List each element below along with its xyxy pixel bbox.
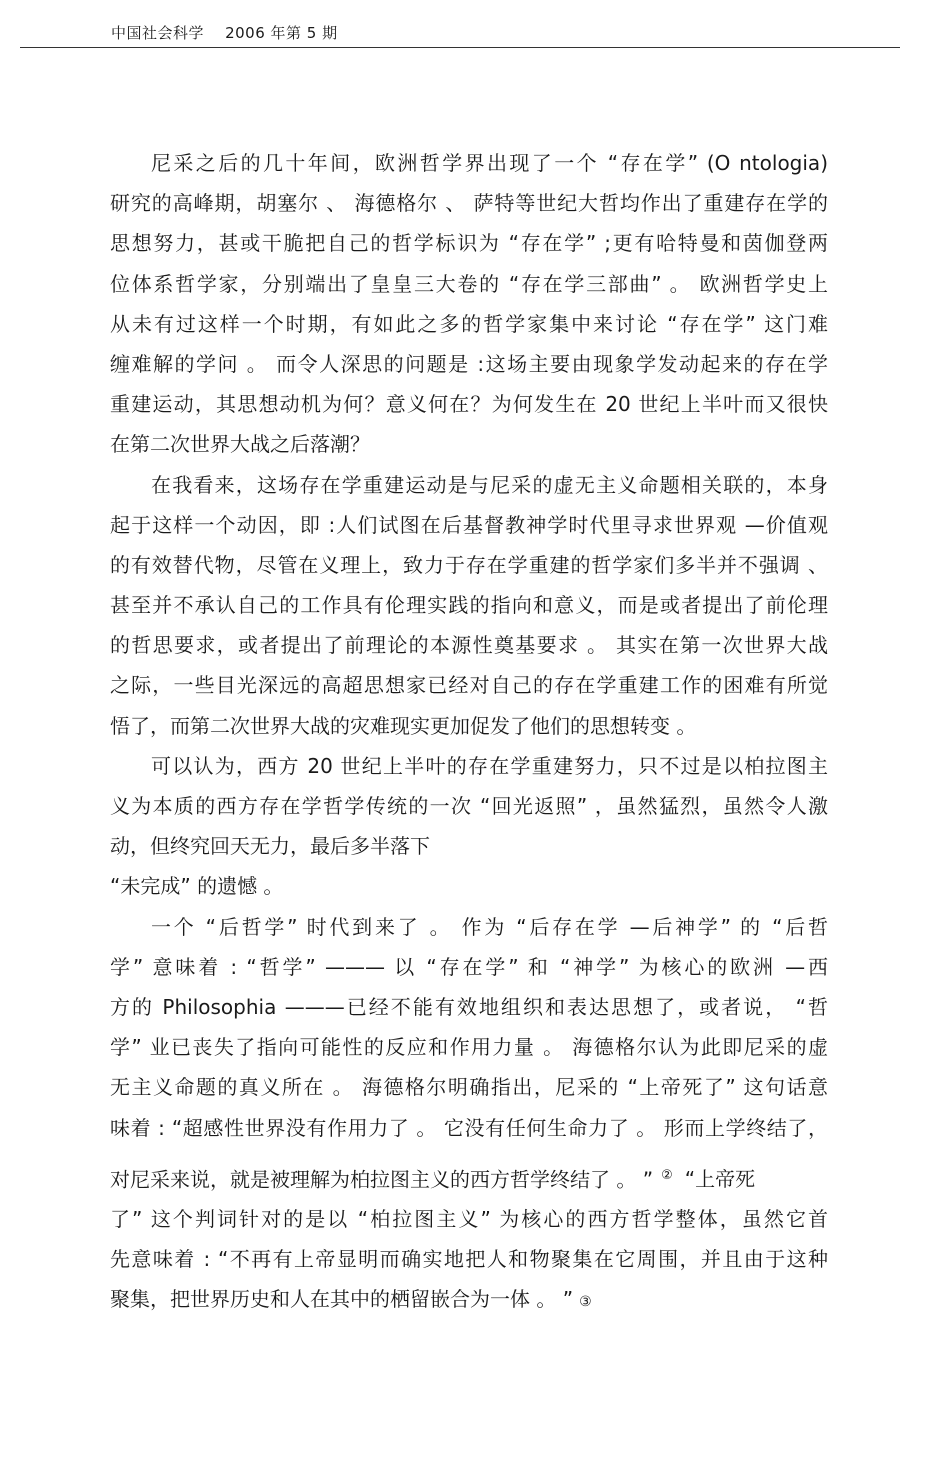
- text-line: 之际，一些目光深远的高超思想家已经对自己的存在学重建工作的困难有所觉: [110, 673, 828, 698]
- text-line-with-note: [110, 1279, 828, 1319]
- text-segment: 聚集，把世界历史和人在其中的栖留嵌合为一体 。 ”: [110, 1287, 574, 1312]
- text-line: 研究的高峰期，胡塞尔 、 海德格尔 、 萨特等世纪大哲均作出了重建存在学的: [110, 191, 828, 216]
- text-line: 在第二次世界大战之后落潮？: [110, 432, 370, 457]
- journal-title: 中国社会科学: [111, 24, 205, 42]
- text-line: 无主义命题的真义所在 。 海德格尔明确指出，尼采的 “上帝死了” 这句话意: [110, 1075, 828, 1100]
- text-line: 味着 : “超感性世界没有作用力了 。 它没有任何生命力了 。 形而上学终结了，: [110, 1115, 828, 1140]
- text-line: 学” 业已丧失了指向可能性的反应和作用力量 。 海德格尔认为此即尼采的虚: [110, 1035, 828, 1060]
- running-header: [111, 22, 338, 43]
- text-line: 位体系哲学家，分别端出了皇皇三大卷的 “存在学三部曲” 。 欧洲哲学史上: [110, 271, 828, 296]
- text-line: 思想努力，甚或干脆把自己的哲学标识为 “存在学” ;更有哈特曼和茵伽登两: [110, 231, 828, 256]
- text-line: 在我看来，这场存在学重建运动是与尼采的虚无主义命题相关联的，本身: [151, 472, 828, 497]
- text-line: 甚至并不承认自己的工作具有伦理实践的指向和意义，而是或者提出了前伦理: [110, 593, 828, 618]
- text-line-with-note: [110, 1148, 828, 1199]
- text-line: 从未有过这样一个时期，有如此之多的哲学家集中来讨论 “存在学” 这门难: [110, 311, 828, 336]
- text-line: 可以认为，西方 20 世纪上半叶的存在学重建努力，只不过是以柏拉图主: [151, 753, 828, 778]
- text-line: 起于这样一个动因，即 :人们试图在后基督教神学时代里寻求世界观 —价值观: [110, 512, 828, 537]
- text-line: 义为本质的西方存在学哲学传统的一次 “回光返照” ，虽然猛烈，虽然令人激: [110, 794, 828, 818]
- issue-number: 2006 年第 5 期: [225, 24, 338, 42]
- text-line: 悟了，而第二次世界大战的灾难现实更加促发了他们的思想转变 。: [110, 713, 697, 738]
- text-line: 一个 “后哲学” 时代到来了 。 作为 “后存在学 —后神学” 的 “后哲: [151, 914, 828, 939]
- article-body: [110, 143, 828, 1319]
- text-line: 缠难解的学问 。 而令人深思的问题是 :这场主要由现象学发动起来的存在学: [110, 351, 828, 376]
- text-line: “未完成” 的遗憾 。: [110, 874, 284, 899]
- text-line: 方的 Philosophia ———已经不能有效地组织和表达思想了，或者说， “哲: [110, 994, 828, 1019]
- text-line: 学” 意味着 : “哲学” ——— 以 “存在学” 和 “神学” 为核心的欧洲 —西: [110, 954, 828, 979]
- footnote-marker: ③: [579, 1294, 592, 1311]
- header-rule: [20, 47, 900, 48]
- footnote-marker: ②: [661, 1167, 673, 1183]
- text-line: 了” 这个判词针对的是以 “柏拉图主义” 为核心的西方哲学整体，虽然它首: [110, 1206, 828, 1231]
- text-line: 的哲思要求，或者提出了前理论的本源性奠基要求 。 其实在第一次世界大战: [110, 633, 828, 658]
- text-segment: 对尼采来说，就是被理解为柏拉图主义的西方哲学终结了 。 ”: [110, 1167, 654, 1192]
- text-line: 重建运动，其思想动机为何？意义何在？为何发生在 20 世纪上半叶而又很快: [110, 392, 828, 417]
- text-line: 尼采之后的几十年间，欧洲哲学界出现了一个 “存在学” (O ntologia): [151, 151, 828, 175]
- text-line: 动，但终究回天无力，最后多半落下: [110, 834, 430, 859]
- text-line: 的有效替代物，尽管在义理上，致力于存在学重建的哲学家们多半并不强调 、: [110, 552, 828, 577]
- text-line: 先意味着 : “不再有上帝显明而确实地把人和物聚集在它周围，并且由于这种: [110, 1246, 828, 1271]
- text-segment: “上帝死: [684, 1167, 756, 1192]
